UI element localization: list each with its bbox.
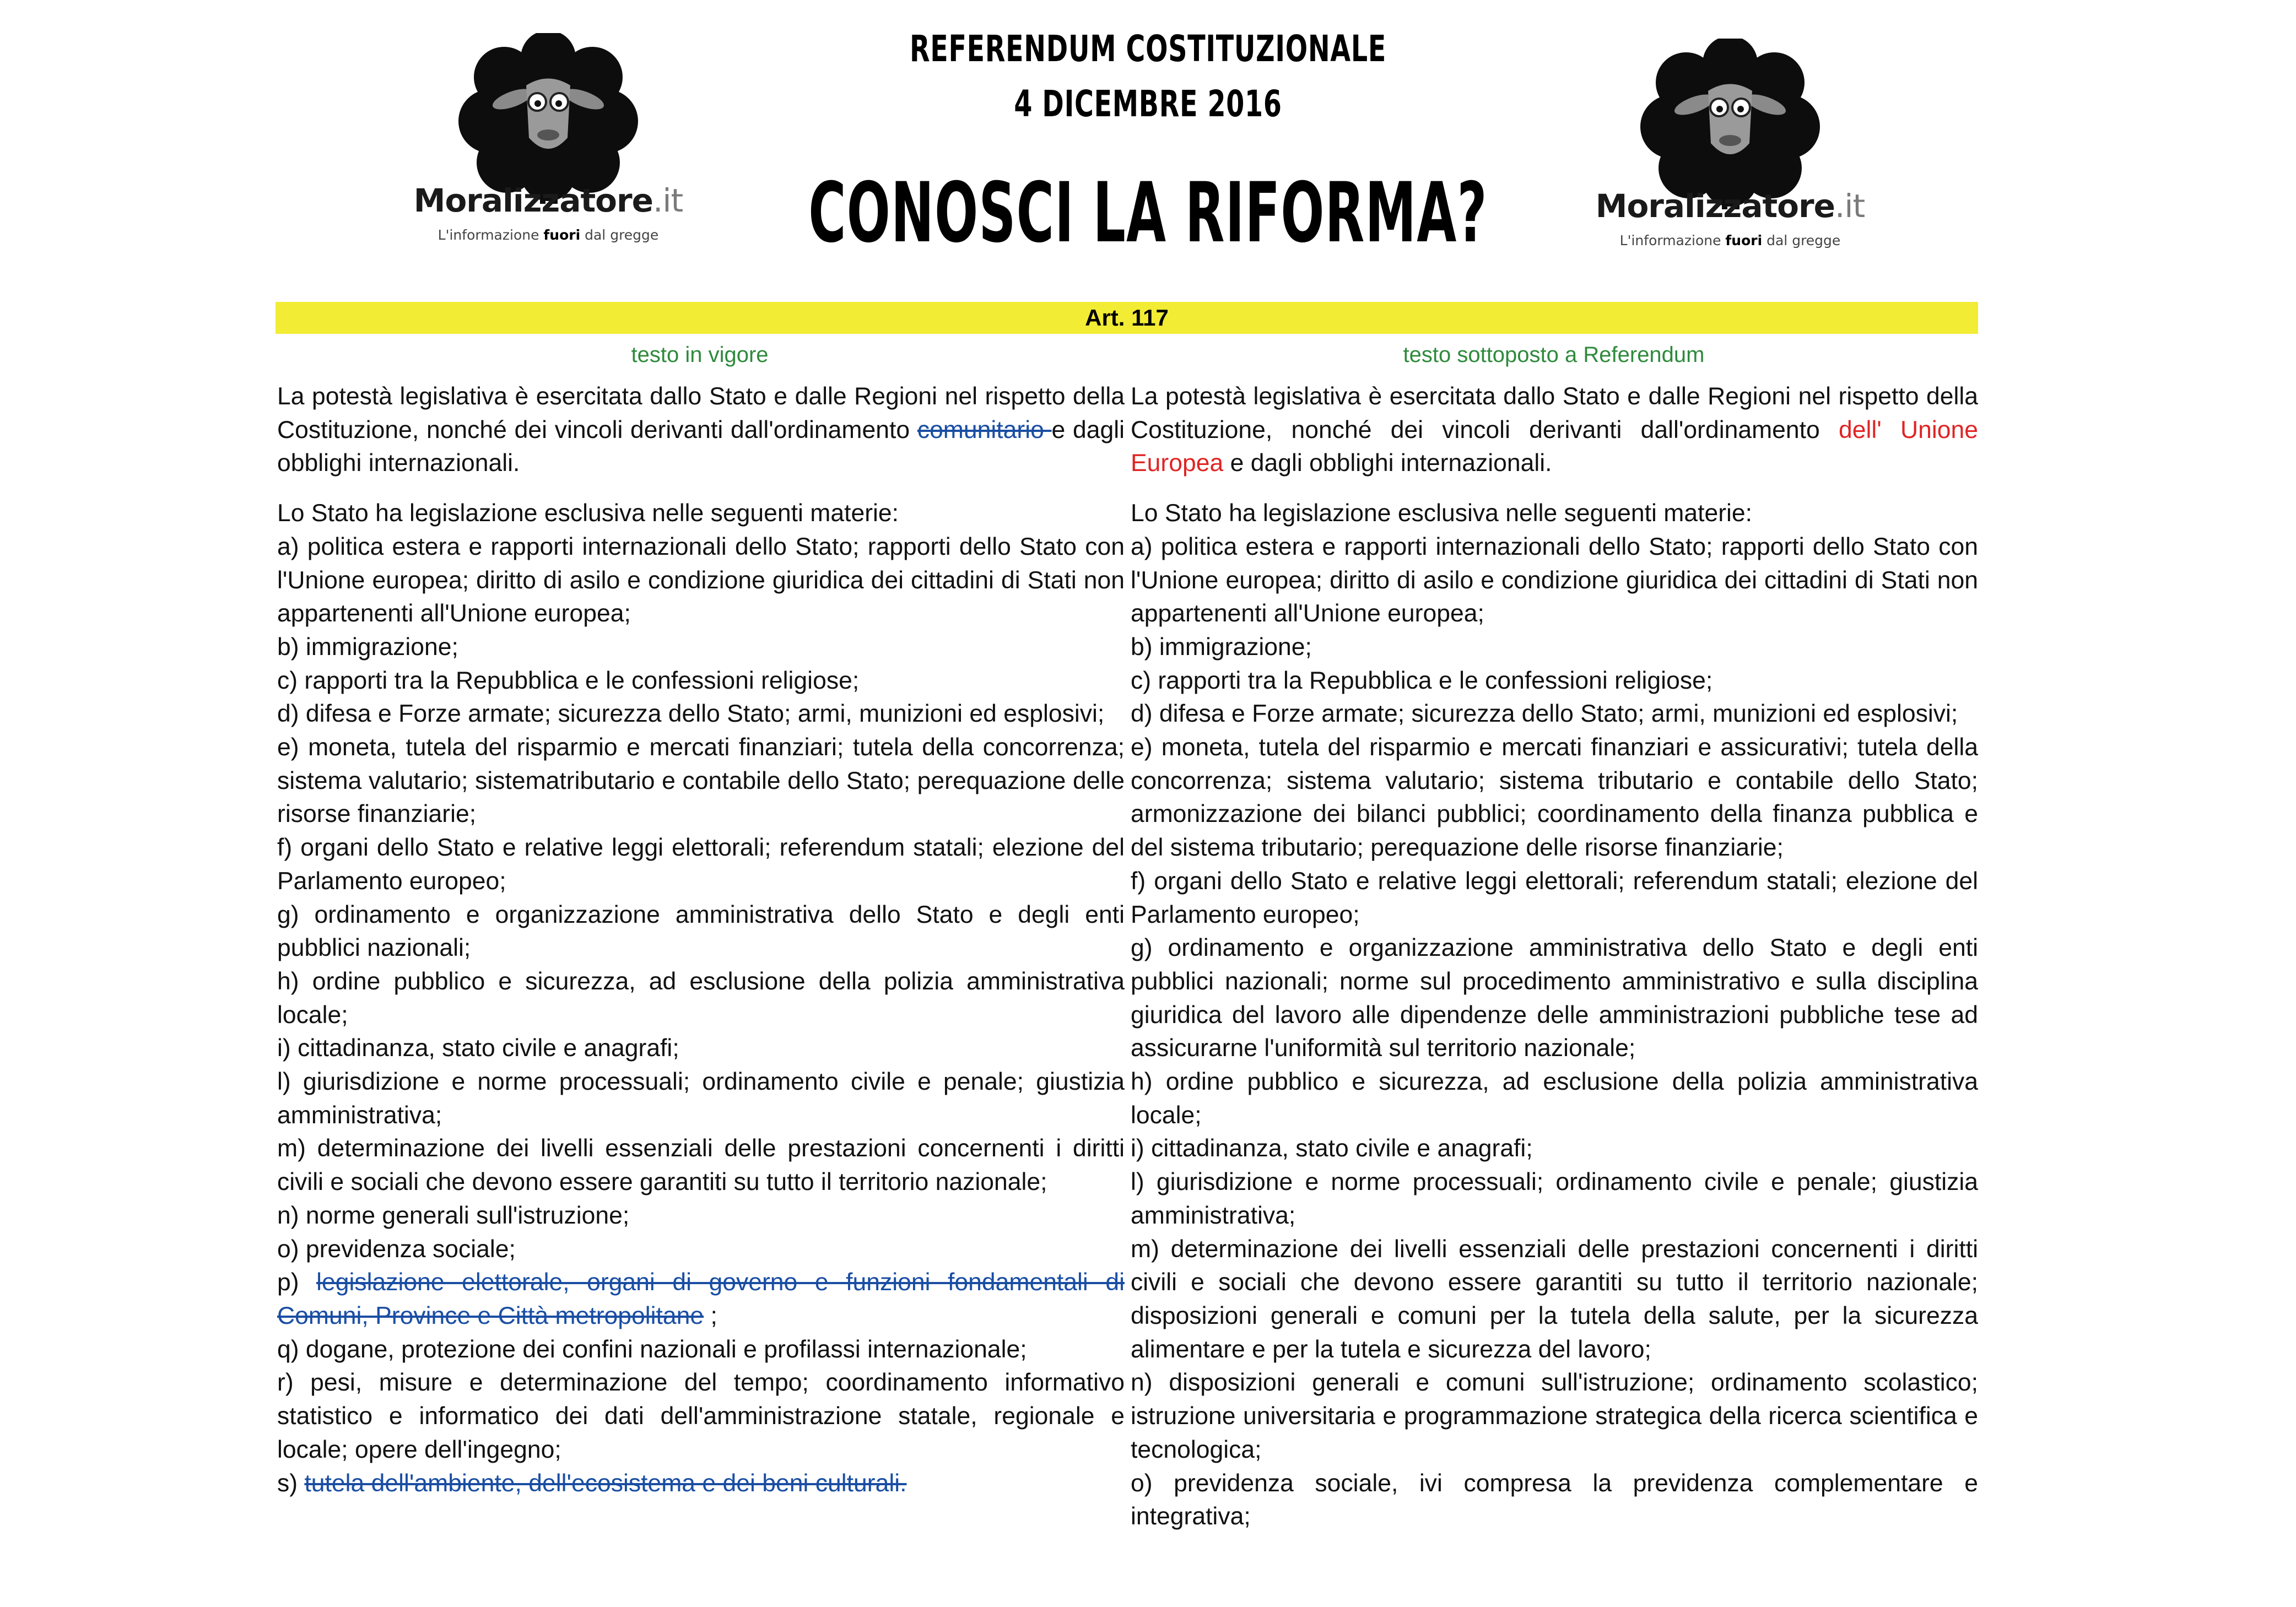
item-b: b) immigrazione; xyxy=(277,633,458,661)
paragraph-1: La potestà legislativa è esercitata dallo Stato e dalle Regioni nel rispetto della Costituzione, nonché dei vincoli derivanti dall'ordinamento comunitario e dagli obblighi internazionali. xyxy=(277,383,1125,477)
paragraph-1: La potestà legislativa è esercitata dallo Stato e dalle Regioni nel rispetto della Costituzione, nonché dei vincoli derivanti dall'ordinamento dell' Unione Europea e dagli obblighi internazionali. xyxy=(1131,383,1978,477)
item-i: i) cittadinanza, stato civile e anagrafi; xyxy=(1131,1135,1533,1162)
item-b: b) immigrazione; xyxy=(1131,633,1312,661)
item-f: f) organi dello Stato e relative leggi elettorali; referendum statali; elezione del Parlamento europeo; xyxy=(277,834,1125,895)
deleted-text: legislazione elettorale, organi di governo e funzioni fondamentali di Comuni, Province e Città metropolitane xyxy=(277,1269,1125,1329)
item-o: o) previdenza sociale; xyxy=(277,1235,516,1263)
header-line-1: REFERENDUM COSTITUZIONALE xyxy=(909,28,1387,70)
paragraph-2: Lo Stato ha legislazione esclusiva nelle seguenti materie: xyxy=(1131,500,1753,527)
column-referendum-text xyxy=(1131,380,1978,1534)
brand-tagline: L'informazione fuori dal gregge xyxy=(437,227,659,243)
item-f: f) organi dello Stato e relative leggi elettorali; referendum statali; elezione del Parlamento europeo; xyxy=(1131,867,1978,928)
item-d: d) difesa e Forze armate; sicurezza dello Stato; armi, munizioni ed esplosivi; xyxy=(1131,700,1958,728)
item-m: m) determinazione dei livelli essenziali delle prestazioni concernenti i diritti civili e sociali che devono essere garantiti su tutto il territorio nazionale; xyxy=(277,1135,1125,1196)
item-m: m) determinazione dei livelli essenziali delle prestazioni concernenti i diritti civili e sociali che devono essere garantiti su tutto il territorio nazionale; disposizioni generali e comuni per la tutela della salute, per la sicurezza alimentare e per la tutela e sicurezza del lavoro; xyxy=(1131,1235,1978,1363)
deleted-text: comunitario xyxy=(917,416,1052,443)
brand-tagline: L'informazione fuori dal gregge xyxy=(1619,232,1841,248)
item-h: h) ordine pubblico e sicurezza, ad esclusione della polizia amministrativa locale; xyxy=(277,967,1125,1029)
item-g: g) ordinamento e organizzazione amministrativa dello Stato e degli enti pubblici nazionali; xyxy=(277,901,1125,962)
logo-right xyxy=(1587,39,1873,270)
article-title-bar: Art. 117 xyxy=(275,302,1978,334)
paragraph-2: Lo Stato ha legislazione esclusiva nelle seguenti materie: xyxy=(277,500,899,527)
item-n: n) disposizioni generali e comuni sull'istruzione; ordinamento scolastico; istruzione universitaria e programmazione strategica della ricerca scientifica e tecnologica; xyxy=(1131,1369,1978,1463)
item-a: a) politica estera e rapporti internazionali dello Stato; rapporti dello Stato con l'Unione europea; diritto di asilo e condizione giuridica dei cittadini di Stati non appartenenti all'Unione europea; xyxy=(1131,533,1978,627)
item-i: i) cittadinanza, stato civile e anagrafi; xyxy=(277,1035,679,1062)
item-l: l) giurisdizione e norme processuali; ordinamento civile e penale; giustizia amministrativa; xyxy=(277,1068,1125,1129)
item-c: c) rapporti tra la Repubblica e le confessioni religiose; xyxy=(277,667,860,694)
item-e: e) moneta, tutela del risparmio e mercati finanziari; tutela della concorrenza; sistema valutario; sistematributario e contabile dello Stato; perequazione delle risorse finanziarie; xyxy=(277,734,1125,828)
header-line-2: 4 DICEMBRE 2016 xyxy=(1014,83,1282,125)
item-c: c) rapporti tra la Repubblica e le confessioni religiose; xyxy=(1131,667,1713,694)
item-n: n) norme generali sull'istruzione; xyxy=(277,1202,630,1229)
item-o: o) previdenza sociale, ivi compresa la previdenza complementare e integrativa; xyxy=(1131,1469,1978,1530)
inserted-text: dell' Unione Europea xyxy=(1131,416,1978,477)
item-d: d) difesa e Forze armate; sicurezza dello Stato; armi, munizioni ed esplosivi; xyxy=(277,700,1105,728)
headline: CONOSCI LA RIFORMA? xyxy=(808,165,1488,261)
item-q: q) dogane, protezione dei confini nazionali e profilassi internazionale; xyxy=(277,1335,1027,1363)
item-g: g) ordinamento e organizzazione amministrativa dello Stato e degli enti pubblici nazionali; norme sul procedimento amministrativo e sulla disciplina giuridica del lavoro alle dipendenze delle amministrazioni pubbliche tese ad assicurarne l'uniformità sul territorio nazionale; xyxy=(1131,934,1978,1062)
item-l: l) giurisdizione e norme processuali; ordinamento civile e penale; giustizia amministrativa; xyxy=(1131,1168,1978,1229)
item-h: h) ordine pubblico e sicurezza, ad esclusione della polizia amministrativa locale; xyxy=(1131,1068,1978,1129)
column-current-text xyxy=(277,380,1125,1500)
brand-name: Moralizzatore.it xyxy=(413,182,683,219)
column-heading-current: testo in vigore xyxy=(631,343,769,367)
item-s: s) tutela dell'ambiente, dell'ecosistema e dei beni culturali. xyxy=(277,1469,907,1497)
brand-name: Moralizzatore.it xyxy=(1595,187,1865,225)
item-r: r) pesi, misure e determinazione del tempo; coordinamento informativo statistico e informatico dei dati dell'amministrazione statale, regionale e locale; opere dell'ingegno; xyxy=(277,1369,1125,1463)
item-p: p) legislazione elettorale, organi di governo e funzioni fondamentali di Comuni, Province e Città metropolitane ; xyxy=(277,1269,1125,1329)
item-a: a) politica estera e rapporti internazionali dello Stato; rapporti dello Stato con l'Unione europea; diritto di asilo e condizione giuridica dei cittadini di Stati non appartenenti all'Unione europea; xyxy=(277,533,1125,627)
column-heading-referendum: testo sottoposto a Referendum xyxy=(1403,343,1705,367)
deleted-text: tutela dell'ambiente, dell'ecosistema e dei beni culturali. xyxy=(304,1469,907,1497)
logo-left xyxy=(405,33,691,264)
item-e: e) moneta, tutela del risparmio e mercati finanziari e assicurativi; tutela della concorrenza; sistema valutario; sistema tributario e contabile dello Stato; armonizzazione dei bilanci pubblici; coordinamento della finanza pubblica e del sistema tributario; perequazione delle risorse finanziarie; xyxy=(1131,734,1978,862)
